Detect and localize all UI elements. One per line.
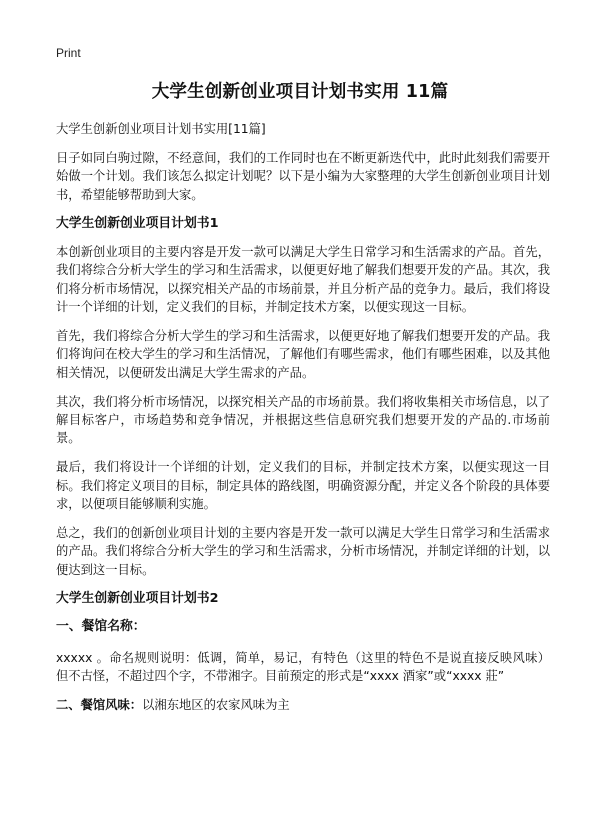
section-1-paragraph-2: 首先，我们将综合分析大学生的学习和生活需求，以便更好地了解我们想要开发的产品。我们将询问在校大学生的学习和生活情况，了解他们有哪些需求，他们有哪些困难，以及其他相关情况，以便研发出满足大学生需求的产品。 — [56, 328, 550, 380]
section-1-paragraph-5: 总之，我们的创新创业项目计划的主要内容是开发一款可以满足大学生日常学习和生活需求的产品。我们将综合分析大学生的学习和生活需求，分析市场情况，并制定详细的计划，以便达到这一目标。 — [56, 526, 550, 577]
intro-paragraph: 日子如同白驹过隙，不经意间，我们的工作同时也在不断更新迭代中，此时此刻我们需要开始做一个计划。我们该怎么拟定计划呢？以下是小编为大家整理的大学生创新创业项目计划书，希望能够帮助到大家。 — [56, 151, 550, 202]
section-1-paragraph-3: 其次，我们将分析市场情况，以探究相关产品的市场前景。我们将收集相关市场信息，以了解目标客户，市场趋势和竞争情况，并根据这些信息研究我们想要开发的产品的.市场前景。 — [56, 394, 550, 446]
print-label[interactable]: Print — [56, 46, 81, 60]
restaurant-flavor-value: 以湘东地区的农家风味为主 — [142, 698, 290, 713]
restaurant-flavor-line — [56, 696, 550, 714]
restaurant-name-heading: 一、餐馆名称： — [56, 618, 146, 634]
document-body — [56, 121, 550, 714]
section-1-heading: 大学生创新创业项目计划书1 — [56, 215, 219, 231]
section-1-paragraph-4: 最后，我们将设计一个详细的计划，定义我们的目标，并制定技术方案，以便实现这一目标。我们将定义项目的目标，制定具体的路线图，明确资源分配，并定义各个阶段的具体要求，以便项目能够顺利实施。 — [56, 460, 550, 512]
document-subtitle: 大学生创新创业项目计划书实用[11篇] — [56, 122, 266, 136]
section-1-paragraph-1: 本创新创业项目的主要内容是开发一款可以满足大学生日常学习和生活需求的产品。首先，我们将综合分析大学生的学习和生活需求，以便更好地了解我们想要开发的产品。其次，我们将分析市场情况，以探究相关产品的市场前景，并且分析产品的竞争力。最后，我们将设计一个详细的计划，定义我们的目标，并制定技术方案，以便实现这一目标。 — [56, 244, 550, 314]
section-2-heading: 大学生创新创业项目计划书2 — [56, 590, 219, 606]
document-title: 大学生创新创业项目计划书实用 11篇 — [151, 82, 449, 102]
restaurant-name-paragraph: xxxxx 。命名规则说明：低调，简单，易记，有特色（这里的特色不是说直接反映风味）但不古怪，不超过四个字，不带湘字。目前预定的形式是“xxxx 酒家”或“xxxx 莊” — [56, 650, 550, 684]
restaurant-flavor-label: 二、餐馆风味： — [56, 698, 143, 713]
